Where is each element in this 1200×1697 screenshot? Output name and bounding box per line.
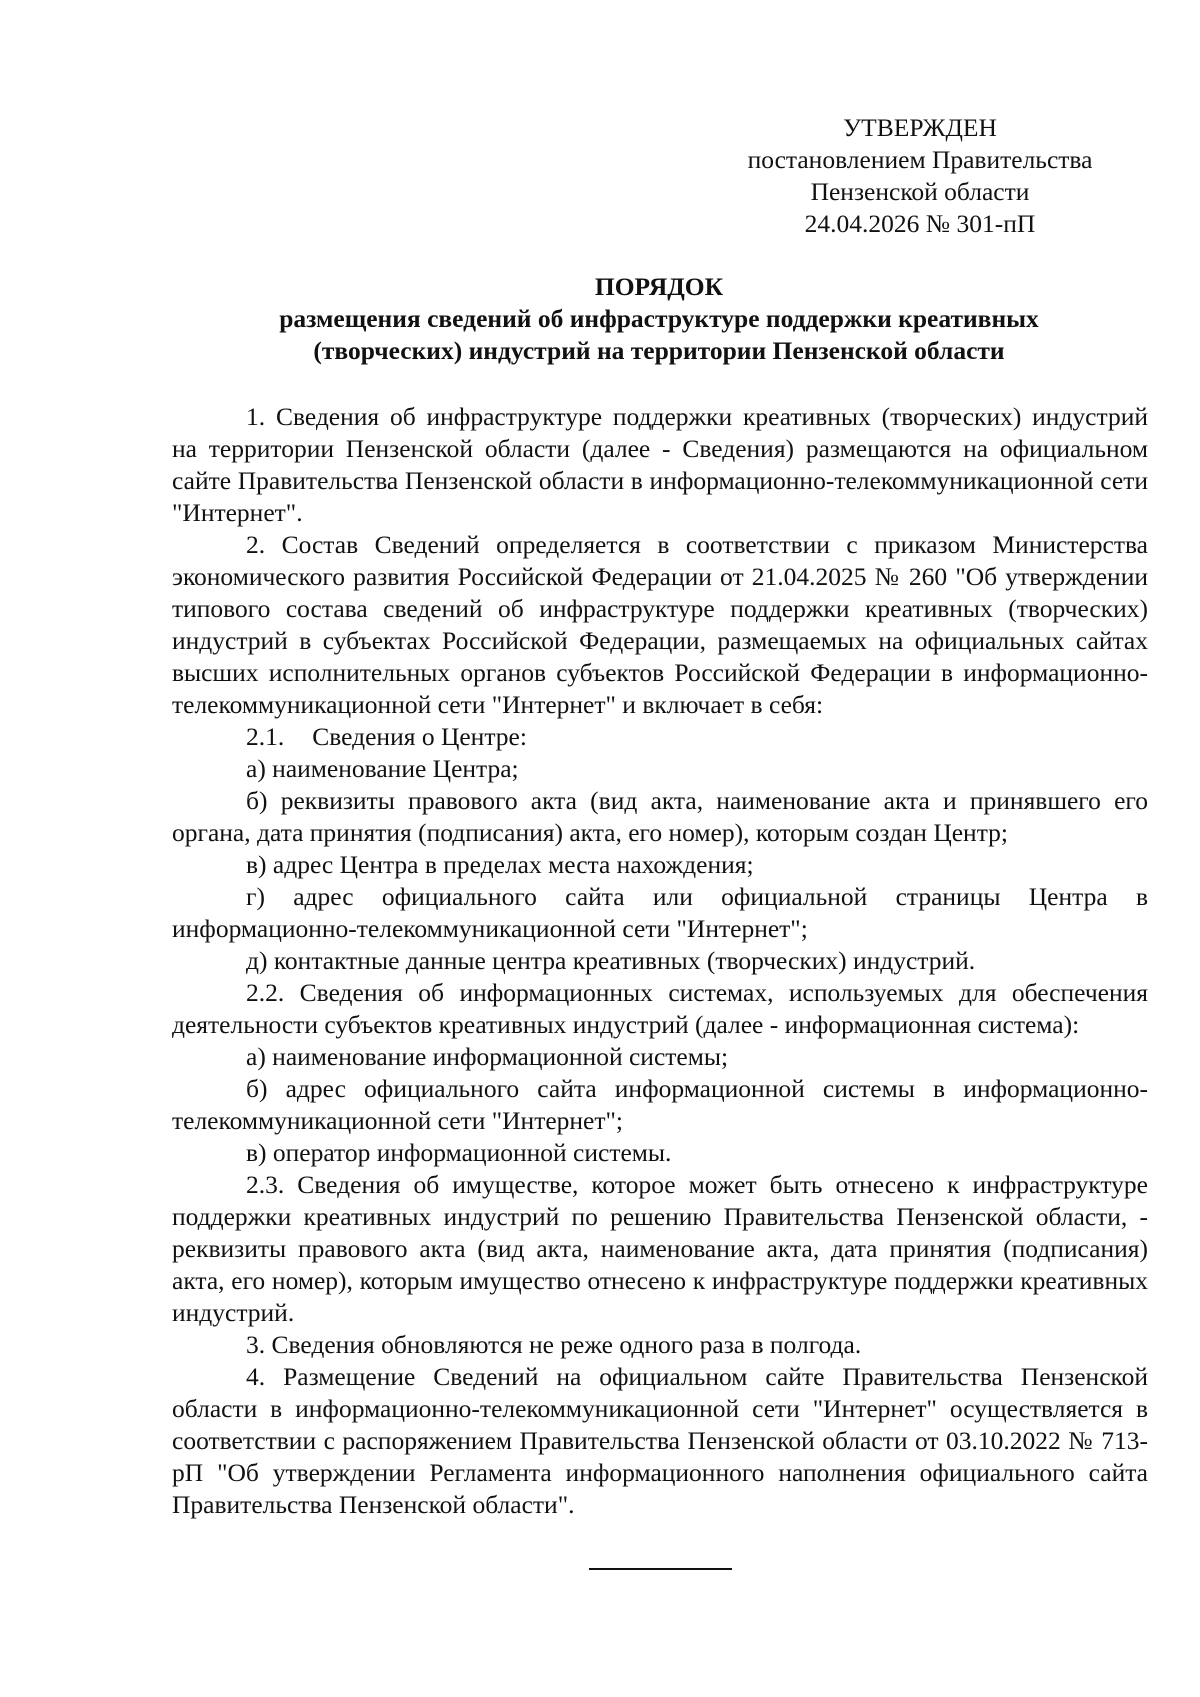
- approval-heading: УТВЕРЖДЕН: [843, 113, 997, 142]
- item-2-1-a: а) наименование Центра;: [246, 754, 519, 783]
- item-2-2-a: а) наименование информационной системы;: [246, 1042, 729, 1071]
- paragraph-3: 3. Сведения обновляются не реже одного раза в полгода.: [246, 1330, 862, 1359]
- paragraph-1: 1. Сведения об инфраструктуре поддержки креативных (творческих) индустрий на территории Пензенской области (далее - Сведения) размещаются на официальном сайте Правительства Пензенской области в информационно-телекоммуникационной сети "Интернет".: [172, 402, 1148, 527]
- paragraph-2-1-number: 2.1.: [246, 722, 285, 751]
- paragraph-4: 4. Размещение Сведений на официальном сайте Правительства Пензенской области в информационно-телекоммуникационной сети "Интернет" осуществляется в соответствии с распоряжением Правительства Пензенской области от 03.10.2022 № 713-рП "Об утверждении Регламента информационного наполнения официального сайта Правительства Пензенской области".: [172, 1362, 1148, 1519]
- approval-date-number: 24.04.2026 № 301-пП: [804, 209, 1036, 238]
- paragraph-2: 2. Состав Сведений определяется в соответствии с приказом Министерства экономического развития Российской Федерации от 21.04.2025 № 260 "Об утверждении типового состава сведений об инфраструктуре поддержки креативных (творческих) индустрий в субъектах Российской Федерации, размещаемых на официальных сайтах высших исполнительных органов субъектов Российской Федерации в информационно-телекоммуникационной сети "Интернет" и включает в себя:: [172, 530, 1148, 719]
- paragraph-2-2: 2.2. Сведения об информационных системах, используемых для обеспечения деятельности субъектов креативных индустрий (далее - информационная система):: [172, 978, 1148, 1039]
- item-2-2-b: б) адрес официального сайта информационной системы в информационно-телекоммуникационной сети "Интернет";: [172, 1074, 1148, 1135]
- title-main: ПОРЯДОК: [594, 272, 724, 301]
- item-2-2-v: в) оператор информационной системы.: [246, 1138, 672, 1167]
- paragraph-2-3: 2.3. Сведения об имуществе, которое может быть отнесено к инфраструктуре поддержки креативных индустрий по решению Правительства Пензенской области, - реквизиты правового акта (вид акта, наименование акта, дата принятия (подписания) акта, его номер), которым имущество отнесено к инфраструктуре поддержки креативных индустрий.: [172, 1170, 1148, 1327]
- item-2-1-v: в) адрес Центра в пределах места нахождения;: [246, 850, 754, 879]
- paragraph-2-1-text: Сведения о Центре:: [312, 722, 527, 751]
- end-divider: [589, 1568, 732, 1570]
- title-subtitle-line2: (творческих) индустрий на территории Пензенской области: [313, 336, 1005, 365]
- item-2-1-g: г) адрес официального сайта или официальной страницы Центра в информационно-телекоммуникационной сети "Интернет";: [172, 882, 1148, 943]
- title-subtitle-line1: размещения сведений об инфраструктуре поддержки креативных: [279, 304, 1039, 333]
- paragraph-2-1: [172, 721, 1148, 753]
- document-title: [170, 271, 1148, 367]
- approval-authority: постановлением Правительства: [747, 145, 1093, 174]
- item-2-1-d: д) контактные данные центра креативных (творческих) индустрий.: [246, 946, 976, 975]
- approval-stamp: [720, 112, 1120, 240]
- item-2-1-b: б) реквизиты правового акта (вид акта, наименование акта и принявшего его органа, дата принятия (подписания) акта, его номер), которым создан Центр;: [172, 786, 1148, 847]
- approval-region: Пензенской области: [810, 177, 1030, 206]
- document-body: [172, 401, 1148, 1521]
